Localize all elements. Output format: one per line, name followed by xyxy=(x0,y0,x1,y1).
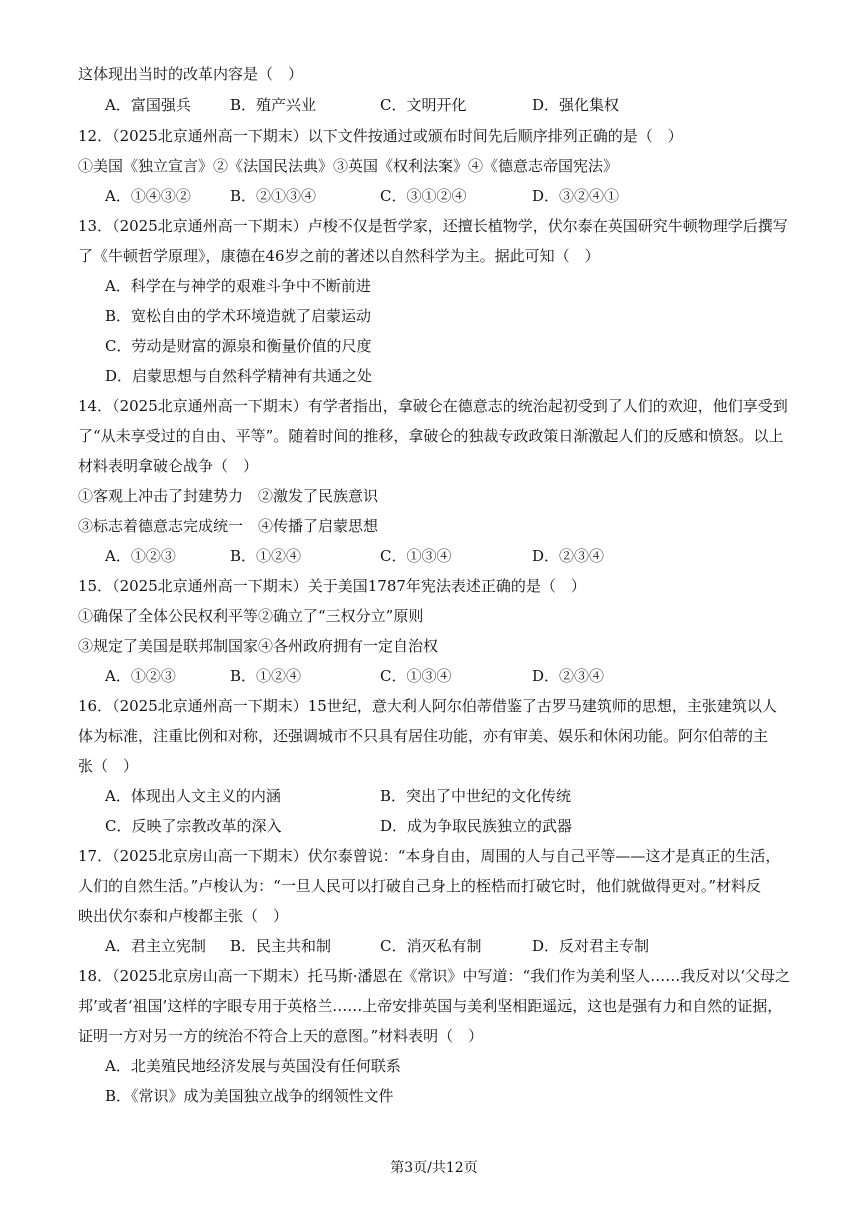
q15-stem: 15．（2025北京通州高一下期末）关于美国1787年宪法表述正确的是（ ） xyxy=(78,577,586,595)
q13-option-a: A．科学在与神学的艰难斗争中不断前进 xyxy=(105,277,371,295)
q12-option-d: D．③②④① xyxy=(532,187,620,205)
q17-option-c: C．消灭私有制 xyxy=(380,937,482,955)
q11-option-d: D．强化集权 xyxy=(532,96,620,114)
q12-option-b: B．②①③④ xyxy=(230,187,317,205)
q13-stem-line1: 13．（2025北京通州高一下期末）卢梭不仅是哲学家，还擅长植物学，伏尔泰在英国研究牛顿物理学后撰写 xyxy=(78,217,788,235)
q18-stem-line1: 18．（2025北京房山高一下期末）托马斯·潘恩在《常识》中写道：“我们作为美利坚人……我反对以‘父母之 xyxy=(78,967,790,985)
q16-option-a: A．体现出人文主义的内涵 xyxy=(105,787,281,805)
q17-option-d: D．反对君主专制 xyxy=(532,937,650,955)
q15-option-d: D．②③④ xyxy=(532,667,605,685)
q14-items-line1: ①客观上冲击了封建势力 ②激发了民族意识 xyxy=(78,487,379,505)
q13-option-c: C．劳动是财富的源泉和衡量价值的尺度 xyxy=(105,337,372,355)
q18-option-b: B．《常识》成为美国独立战争的纲领性文件 xyxy=(105,1087,394,1105)
q14-option-b: B．①②④ xyxy=(230,547,302,565)
q18-stem-line2: 邦’或者‘祖国’这样的字眼专用于英格兰……上帝安排英国与美利坚相距遥远，这也是强有力和自然的证据， xyxy=(78,997,783,1015)
q18-option-a: A．北美殖民地经济发展与英国没有任何联系 xyxy=(105,1057,401,1075)
q11-stem-tail: 这体现出当时的改革内容是（ ） xyxy=(78,65,304,83)
q17-stem-line1: 17．（2025北京房山高一下期末）伏尔泰曾说：“本身自由，周围的人与自己平等——这才是真正的生活， xyxy=(78,847,781,865)
q14-stem-line3: 材料表明拿破仑战争（ ） xyxy=(78,457,259,475)
q17-option-b: B．民主共和制 xyxy=(230,937,332,955)
q13-option-b: B．宽松自由的学术环境造就了启蒙运动 xyxy=(105,307,372,325)
q16-option-c: C．反映了宗教改革的深入 xyxy=(105,817,282,835)
q17-option-a: A．君主立宪制 xyxy=(105,937,206,955)
q16-option-d: D．成为争取民族独立的武器 xyxy=(380,817,573,835)
q15-items-line2: ③规定了美国是联邦制国家④各州政府拥有一定自治权 xyxy=(78,637,439,655)
q15-option-b: B．①②④ xyxy=(230,667,302,685)
q11-option-b: B．殖产兴业 xyxy=(230,96,317,114)
q13-stem-line2: 了《牛顿哲学原理》，康德在46岁之前的著述以自然科学为主。据此可知（ ） xyxy=(78,247,600,265)
q15-option-a: A．①②③ xyxy=(105,667,176,685)
q11-option-c: C．文明开化 xyxy=(380,96,467,114)
q14-option-d: D．②③④ xyxy=(532,547,605,565)
q14-stem-line1: 14．（2025北京通州高一下期末）有学者指出，拿破仑在德意志的统治起初受到了人们的欢迎，他们享受到 xyxy=(78,397,788,415)
q16-stem-line1: 16．（2025北京通州高一下期末）15世纪，意大利人阿尔伯蒂借鉴了古罗马建筑师的思想，主张建筑以人 xyxy=(78,697,777,715)
q16-stem-line3: 张（ ） xyxy=(78,757,139,775)
q16-stem-line2: 体为标准，注重比例和对称，还强调城市不只具有居住功能，亦有审美、娱乐和休闲功能。阿尔伯蒂的主 xyxy=(78,727,769,745)
q12-stem: 12．（2025北京通州高一下期末）以下文件按通过或颁布时间先后顺序排列正确的是（ ） xyxy=(78,127,683,145)
q12-option-a: A．①④③② xyxy=(105,187,191,205)
q12-items: ①美国《独立宣言》②《法国民法典》③英国《权利法案》④《德意志帝国宪法》 xyxy=(78,157,619,175)
q14-option-c: C．①③④ xyxy=(380,547,452,565)
q12-option-c: C．③①②④ xyxy=(380,187,467,205)
q15-items-line1: ①确保了全体公民权利平等②确立了“三权分立”原则 xyxy=(78,607,424,625)
q13-option-d: D．启蒙思想与自然科学精神有共通之处 xyxy=(105,367,373,385)
q17-stem-line3: 映出伏尔泰和卢梭都主张（ ） xyxy=(78,907,289,925)
q15-option-c: C．①③④ xyxy=(380,667,452,685)
q18-stem-line3: 证明一方对另一方的统治不符合上天的意图。”材料表明（ ） xyxy=(78,1027,484,1045)
q14-items-line2: ③标志着德意志完成统一 ④传播了启蒙思想 xyxy=(78,517,379,535)
q11-option-a: A．富国强兵 xyxy=(105,96,191,114)
page-number-footer: 第3页/共12页 xyxy=(390,1160,478,1176)
q16-option-b: B．突出了中世纪的文化传统 xyxy=(380,787,572,805)
q17-stem-line2: 人们的自然生活。”卢梭认为：“一旦人民可以打破自己身上的桎梏而打破它时，他们就做得更对。”材料反 xyxy=(78,877,762,895)
q14-stem-line2: 了“从未享受过的自由、平等”。随着时间的推移，拿破仑的独裁专政政策日渐激起人们的反感和愤怒。以上 xyxy=(78,427,784,445)
q14-option-a: A．①②③ xyxy=(105,547,176,565)
